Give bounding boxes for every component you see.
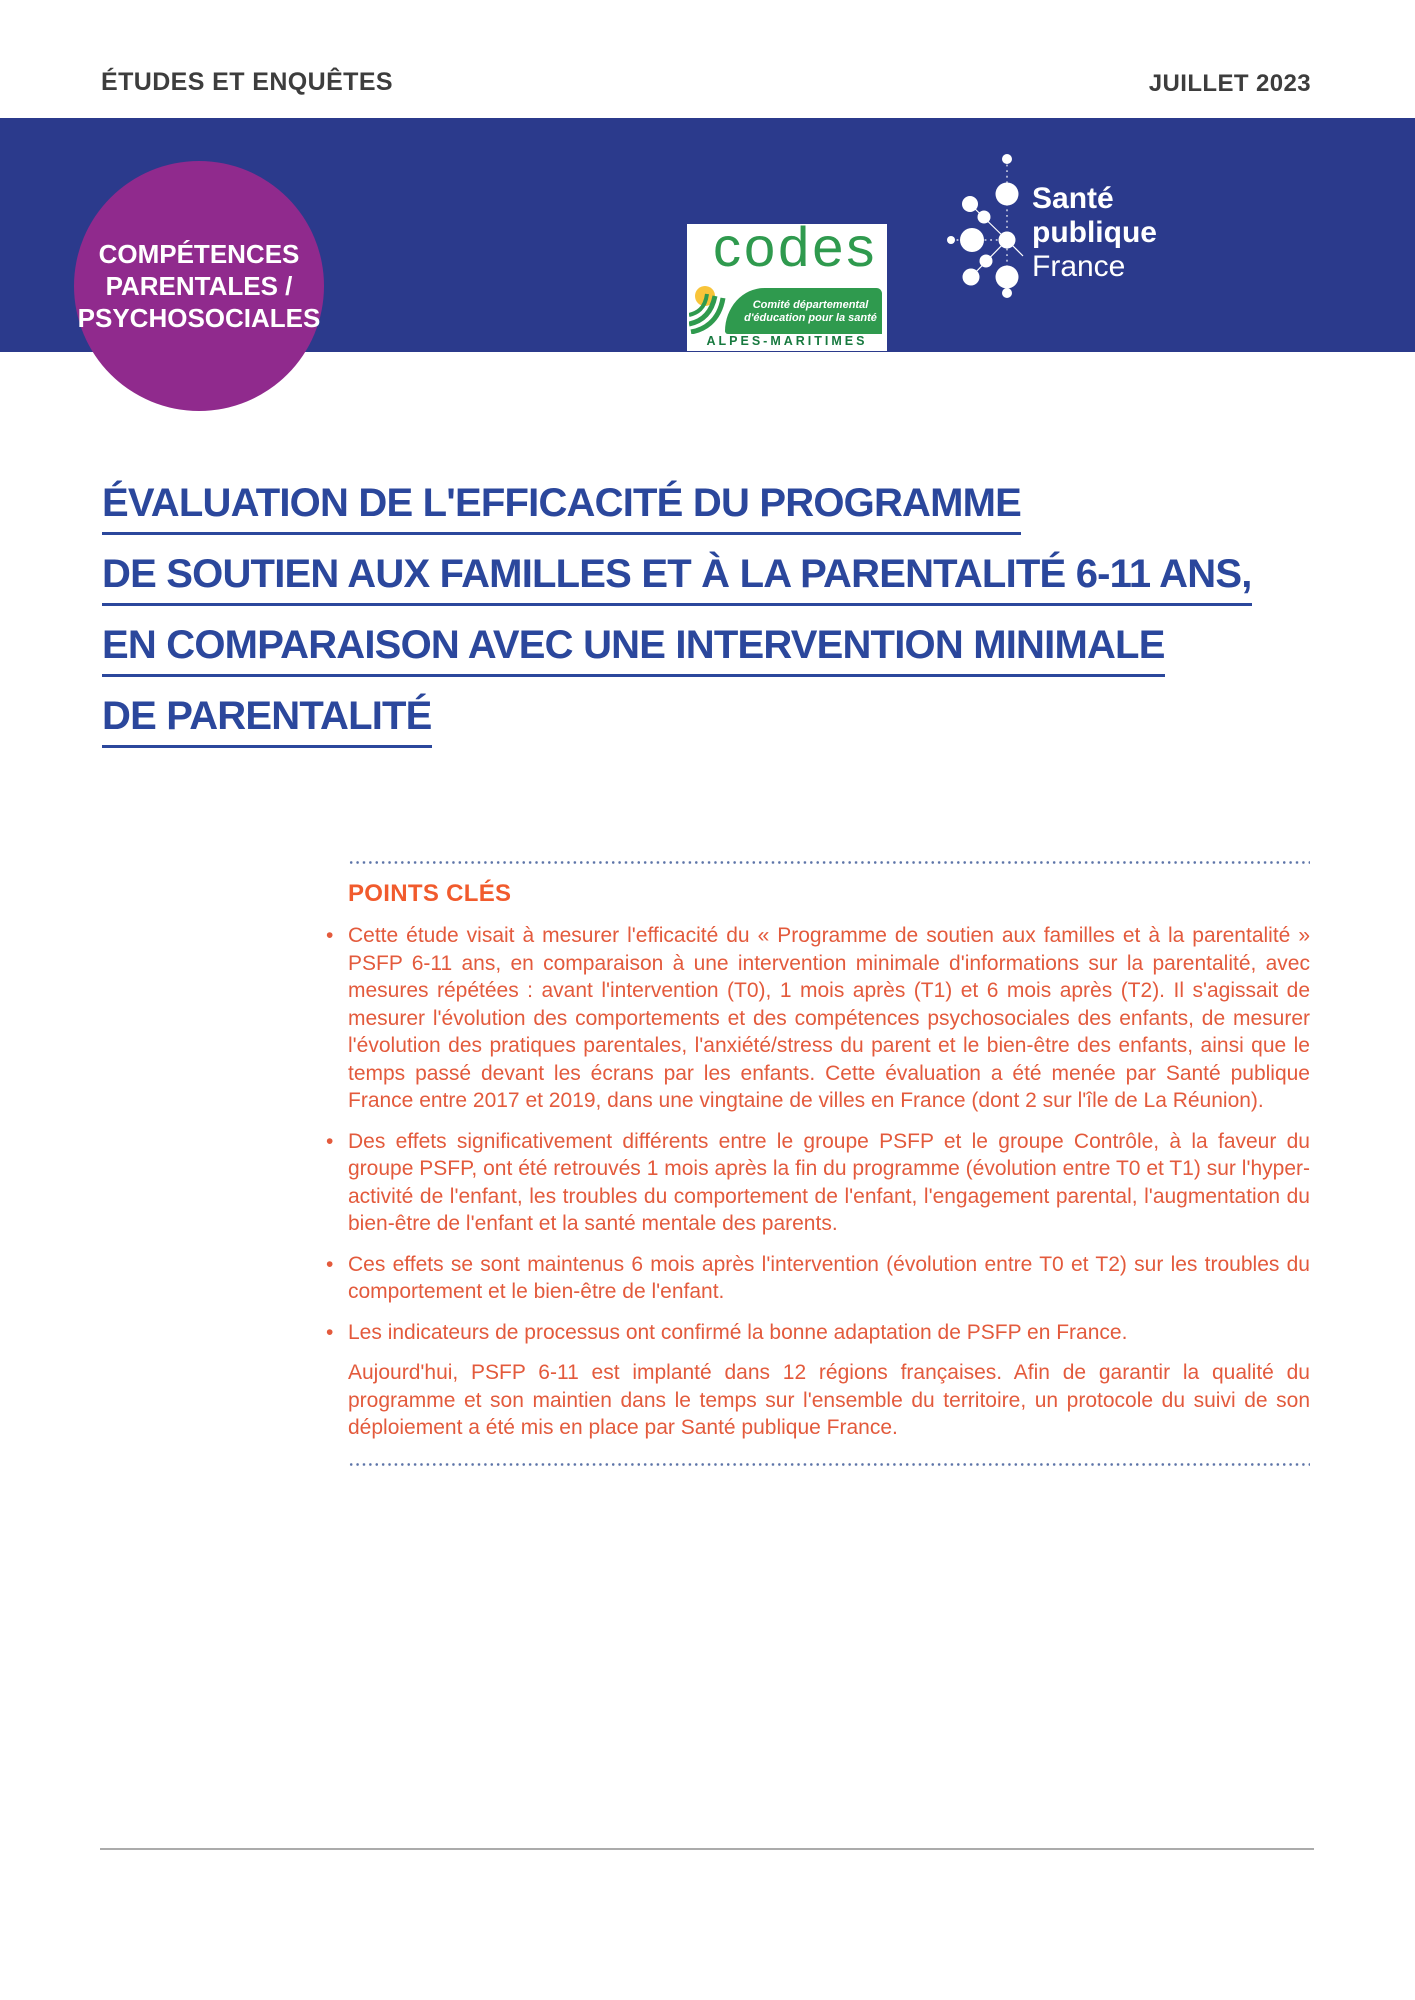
key-point-text: Ces effets se sont maintenus 6 mois après l'intervention (évolution entre T0 et T2) sur les troubles du comportement et le bien-être de l'enfant. (348, 1252, 1310, 1303)
key-point-bullet-4 (326, 1319, 1310, 1347)
spf-wordmark-line3: France (1032, 250, 1126, 283)
title-line-3: EN COMPARAISON AVEC UNE INTERVENTION MINIMALE (102, 623, 1252, 694)
dotted-divider-bottom (348, 1463, 1310, 1466)
spf-wordmark-line1: Santé (1032, 182, 1114, 215)
document-title (102, 481, 1252, 765)
key-point-text: Les indicateurs de processus ont confirmé la bonne adaptation de PSFP en France. (348, 1320, 1128, 1344)
codes-logo-name: codes (713, 215, 878, 278)
bullet-marker: • (326, 1252, 334, 1276)
codes-logo-subtitle: Comité départemental d'éducation pour la santé (744, 299, 877, 325)
spf-wordmark-line2: publique (1032, 216, 1157, 249)
key-point-bullet-3 (326, 1251, 1310, 1306)
topic-circle-label: COMPÉTENCES PARENTALES / PSYCHOSOCIALES (77, 238, 321, 334)
bullet-marker: • (326, 1129, 334, 1153)
spf-logo (943, 146, 1313, 306)
key-points-heading: POINTS CLÉS (348, 880, 512, 907)
topic-circle (74, 161, 324, 411)
key-point-text: Des effets significativement différents entre le groupe PSFP et le groupe Contrôle, à la faveur du groupe PSFP, ont été retrouvés 1 mois après la fin du programme (évolution entre T0 et T1) sur l'hyper-activité de l'enfant, les troubles du comportement de l'enfant, l'engagement parental, l'augmentation du bien-être de l'enfant et la santé mentale des parents. (348, 1129, 1310, 1235)
title-line-1: ÉVALUATION DE L'EFFICACITÉ DU PROGRAMME (102, 481, 1252, 552)
title-line-4: DE PARENTALITÉ (102, 694, 1252, 765)
codes-hill-shape (725, 288, 882, 334)
key-points-section (326, 861, 1310, 1466)
key-point-bullet-1 (326, 922, 1310, 1115)
collection-label: ÉTUDES ET ENQUÊTES (101, 68, 393, 96)
spf-network-icon (943, 146, 1025, 306)
title-line-2: DE SOUTIEN AUX FAMILLES ET À LA PARENTALITÉ 6-11 ANS, (102, 552, 1252, 623)
codes-logo (687, 215, 887, 351)
key-point-bullet-2 (326, 1128, 1310, 1238)
spf-logo-wordmark (1032, 182, 1157, 284)
dotted-divider-top (348, 861, 1310, 864)
bullet-marker: • (326, 1320, 334, 1344)
codes-logo-region: ALPES-MARITIMES (706, 334, 868, 348)
footer-rule (100, 1848, 1314, 1850)
key-point-text: Cette étude visait à mesurer l'efficacité du « Programme de soutien aux familles et à la parentalité » PSFP 6-11 ans, en comparaison à une intervention minimale d'informations sur la parentalité, avec mesures répétées : avant l'intervention (T0), 1 mois après (T1) et 6 mois après (T2). Il s'agissait de mesurer l'évolution des comportements et des compétences psychosociales des enfants, de mesurer l'évolution des pratiques parentales, l'anxiété/stress du parent et le bien-être des enfants, ainsi que le temps passé devant les écrans par les enfants. Cette évaluation a été menée par Santé publique France entre 2017 et 2019, dans une vingtaine de villes en France (dont 2 sur l'île de La Réunion). (348, 924, 1310, 1112)
issue-date: JUILLET 2023 (1148, 70, 1311, 97)
bullet-marker: • (326, 924, 334, 947)
key-points-closing-paragraph: Aujourd'hui, PSFP 6-11 est implanté dans 12 régions françaises. Afin de garantir la qualité du programme et son maintien dans le temps sur l'ensemble du territoire, un protocole du suivi de son déploiement a été mis en place par Santé publique France. (348, 1361, 1310, 1439)
